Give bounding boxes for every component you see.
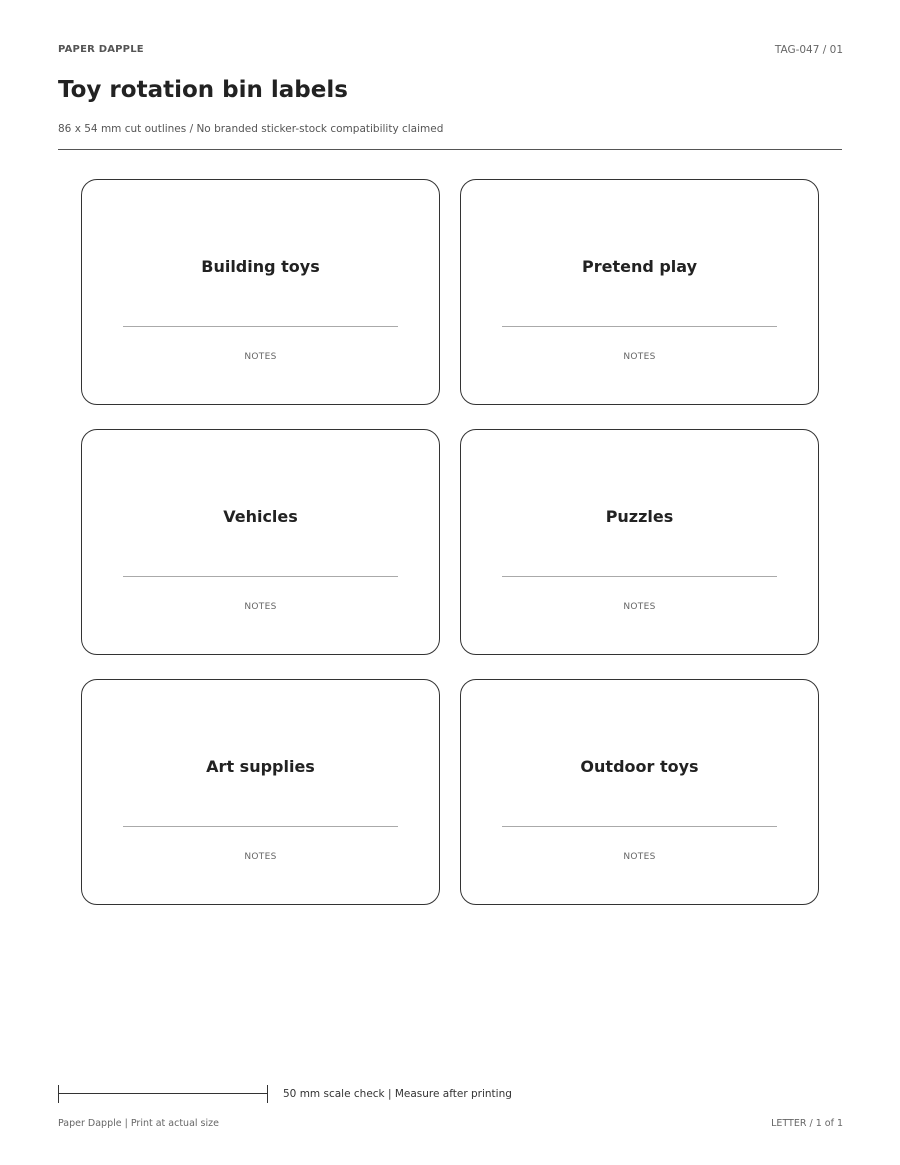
bin-label-name: Puzzles: [605, 507, 674, 526]
write-in-line: [123, 326, 398, 327]
notes-label: NOTES: [244, 352, 277, 362]
notes-label: NOTES: [244, 852, 277, 862]
notes-label: NOTES: [623, 602, 656, 612]
scale-check-text: 50 mm scale check | Measure after printing: [283, 1088, 512, 1100]
brand-name: PAPER DAPPLE: [58, 44, 144, 55]
write-in-line: [502, 576, 777, 577]
bin-label-card: [460, 679, 819, 905]
write-in-line: [502, 826, 777, 827]
scale-bar-line: [58, 1093, 268, 1094]
bin-label-name: Outdoor toys: [580, 757, 699, 776]
bin-label-card: [460, 179, 819, 405]
scale-bar-left-tick: [58, 1085, 59, 1103]
bin-label-name: Vehicles: [223, 507, 298, 526]
notes-label: NOTES: [244, 602, 277, 612]
bin-label-card: [81, 429, 440, 655]
bin-label-name: Building toys: [201, 257, 320, 276]
bin-label-card: [460, 429, 819, 655]
notes-label: NOTES: [623, 352, 656, 362]
sheet-code: TAG-047 / 01: [774, 44, 843, 56]
footer-print-note: Paper Dapple | Print at actual size: [58, 1118, 219, 1129]
page-subtitle: 86 x 54 mm cut outlines / No branded sticker-stock compatibility claimed: [58, 123, 444, 135]
write-in-line: [123, 576, 398, 577]
page-title: Toy rotation bin labels: [58, 77, 348, 103]
bin-label-name: Pretend play: [581, 257, 698, 276]
scale-check-bar: [58, 1085, 268, 1103]
notes-label: NOTES: [623, 852, 656, 862]
bin-label-card: [81, 679, 440, 905]
bin-label-card: [81, 179, 440, 405]
write-in-line: [502, 326, 777, 327]
footer-page-info: LETTER / 1 of 1: [771, 1118, 843, 1129]
header-divider: [58, 149, 842, 150]
write-in-line: [123, 826, 398, 827]
scale-bar-right-tick: [267, 1085, 268, 1103]
bin-label-name: Art supplies: [206, 757, 315, 776]
